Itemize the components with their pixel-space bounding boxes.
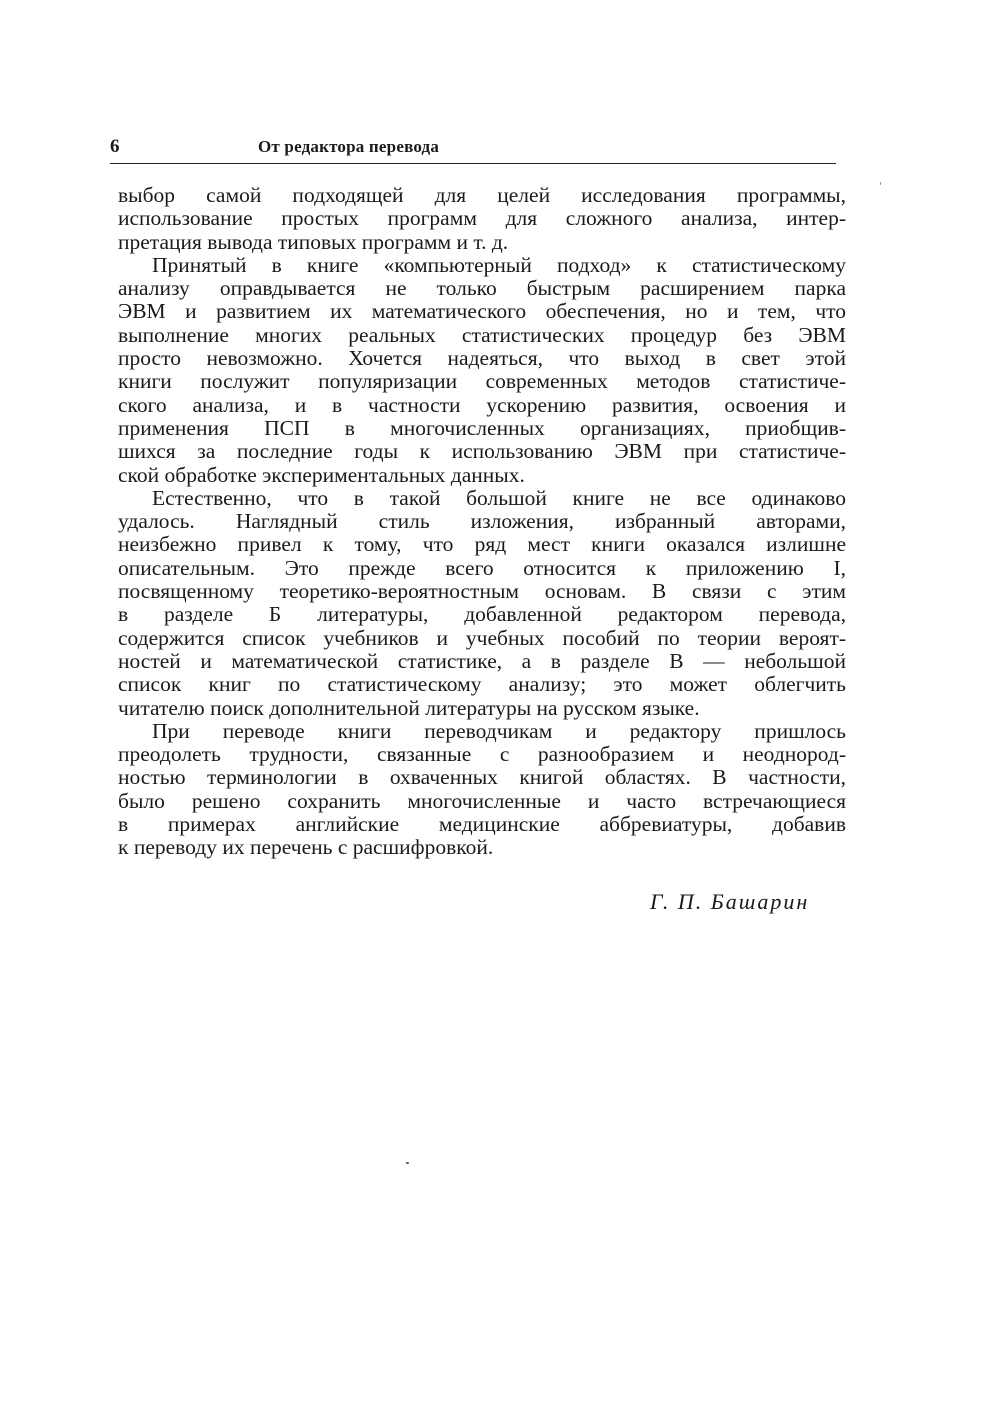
text-line: удалось. Наглядный стиль изложения, избранный авторами,	[118, 509, 846, 534]
text-line: выполнение многих реальных статистических процедур без ЭВМ	[118, 322, 846, 347]
text-line: шихся за последние годы к использованию ЭВМ при статистиче-	[118, 439, 846, 464]
text-line: посвященному теоретико-вероятностным основам. В связи с этим	[118, 579, 846, 604]
scan-speck	[406, 1162, 409, 1164]
text-line: При переводе книги переводчикам и редактору пришлось	[152, 718, 846, 743]
text-line: претация вывода типовых программ и т. д.	[118, 229, 509, 254]
text-line: применения ПСП в многочисленных организациях, приобщив-	[118, 415, 846, 440]
running-head-title: От редактора перевода	[258, 137, 440, 156]
author-signature: Г. П. Башарин	[650, 889, 810, 914]
paragraph-4	[118, 720, 846, 860]
paragraph-2	[118, 254, 846, 487]
text-line: Естественно, что в такой большой книге не все одинаково	[152, 485, 846, 510]
text-line: неизбежно привел к тому, что ряд мест книги оказался излишне	[118, 532, 846, 557]
scan-speck	[880, 182, 881, 185]
text-line: ского анализа, и в частности ускорению развития, освоения и	[118, 392, 846, 417]
text-line: ской обработке экспериментальных данных.	[118, 462, 525, 487]
text-line: список книг по статистическому анализу; это может облегчить	[118, 672, 846, 697]
header-rule	[110, 163, 836, 164]
running-head	[110, 134, 836, 162]
text-line: Принятый в книге «компьютерный подход» к статистическому	[152, 252, 846, 277]
text-line: ЭВМ и развитием их математического обеспечения, но и тем, что	[118, 299, 846, 324]
text-line: в разделе Б литературы, добавленной редактором перевода,	[118, 602, 846, 627]
text-line: к переводу их перечень с расшифровкой.	[118, 835, 494, 860]
text-line: книги послужит популяризации современных методов статистиче-	[118, 369, 846, 394]
text-line: преодолеть трудности, связанные с разнообразием и неоднород-	[118, 742, 846, 767]
text-line: ностью терминологии в охваченных книгой областях. В частности,	[118, 765, 846, 790]
text-line: просто невозможно. Хочется надеяться, что выход в свет этой	[118, 346, 846, 371]
body-text	[118, 184, 846, 860]
text-line: ностей и математической статистике, а в разделе В — небольшой	[118, 648, 846, 673]
text-line: читателю поиск дополнительной литературы на русском языке.	[118, 695, 700, 720]
paragraph-1	[118, 184, 846, 254]
page-number: 6	[110, 136, 120, 157]
text-line: содержится список учебников и учебных пособий по теории вероят-	[118, 625, 846, 650]
paragraph-3	[118, 487, 846, 720]
text-line: использование простых программ для сложного анализа, интер-	[118, 206, 846, 231]
text-line: описательным. Это прежде всего относится к приложению I,	[118, 555, 846, 580]
text-line: выбор самой подходящей для целей исследования программы,	[118, 183, 846, 207]
text-line: анализу оправдывается не только быстрым расширением парка	[118, 276, 846, 301]
text-line: было решено сохранить многочисленные и часто встречающиеся	[118, 788, 846, 813]
text-line: в примерах английские медицинские аббревиатуры, добавив	[118, 812, 846, 837]
